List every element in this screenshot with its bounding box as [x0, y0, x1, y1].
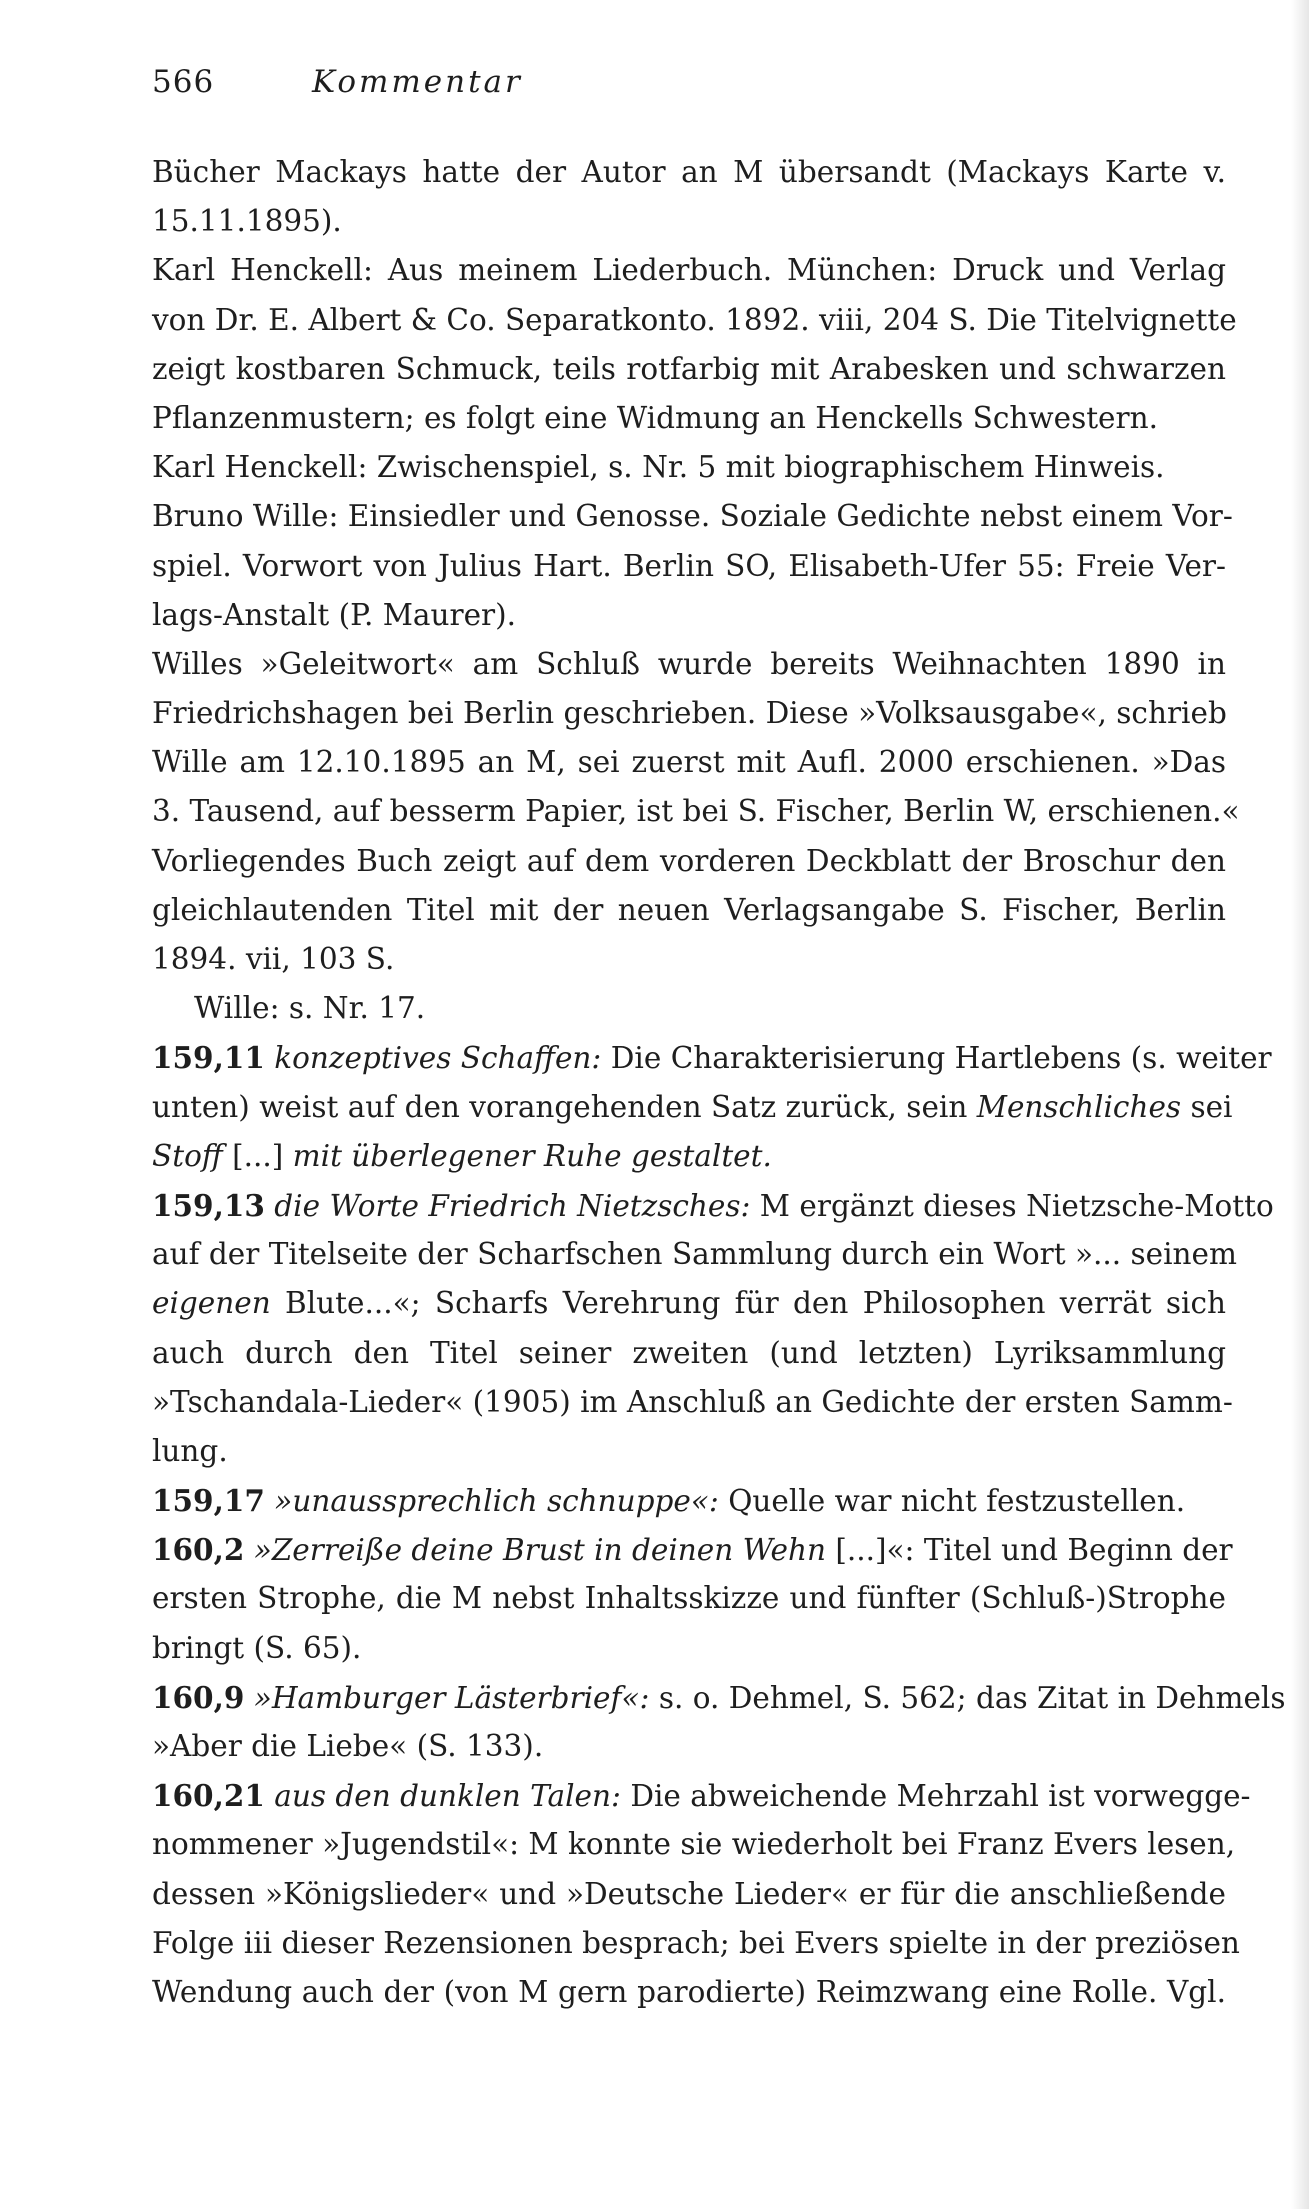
- text-line: [152, 787, 1240, 836]
- book-page: [152, 62, 1286, 2009]
- italic-phrase: eigenen: [152, 1286, 271, 1321]
- text-line: [152, 443, 1226, 492]
- text-line: [152, 1870, 1226, 1919]
- text-line: [152, 1574, 1226, 1623]
- text-line: [152, 1329, 1226, 1378]
- line-text: auf der Titelseite der Scharfschen Sammlung durch ein Wort »... seinem: [152, 1237, 1237, 1272]
- line-text: Friedrichshagen bei Berlin geschrieben. Diese »Volksausgabe«, schrieb: [152, 696, 1227, 731]
- text-line: [152, 1476, 1226, 1525]
- line-text: Wille am 12.10.1895 an M, sei zuerst mit Aufl. 2000 erschienen. »Das: [152, 745, 1226, 780]
- line-text: Blute...«; Scharfs Verehrung für den Philosophen verrät sich: [285, 1286, 1226, 1321]
- line-text: ersten Strophe, die M nebst Inhaltsskizze und fünfter (Schluß-)Strophe: [152, 1581, 1226, 1616]
- italic-phrase: konzeptives Schaffen:: [274, 1041, 602, 1076]
- line-text: von Dr. E. Albert & Co. Separatkonto. 1892. viii, 204 S. Die Titelvignette: [152, 302, 1237, 337]
- running-title: Kommentar: [312, 64, 523, 100]
- page-number: 566: [152, 64, 215, 100]
- line-text: Karl Henckell: Aus meinem Liederbuch. München: Druck und Verlag: [152, 253, 1226, 288]
- line-reference: 160,9: [152, 1679, 245, 1715]
- line-text: »Tschandala-Lieder« (1905) im Anschluß an Gedichte der ersten Samm-: [152, 1384, 1233, 1419]
- line-text: Wendung auch der (von M gern parodierte) Reimzwang eine Rolle. Vgl.: [152, 1974, 1226, 2009]
- line-text: Karl Henckell: Zwischenspiel, s. Nr. 5 mit biographischem Hinweis.: [152, 450, 1165, 485]
- line-text: Quelle war nicht festzustellen.: [728, 1484, 1186, 1519]
- text-line: [152, 689, 1226, 738]
- line-reference: 159,13: [152, 1187, 265, 1223]
- line-text: Bruno Wille: Einsiedler und Genosse. Soziale Gedichte nebst einem Vor-: [152, 499, 1233, 534]
- line-text: Folge iii dieser Rezensionen besprach; bei Evers spielte in der preziösen: [152, 1925, 1240, 1960]
- line-text: auch durch den Titel seiner zweiten (und letzten) Lyriksammlung: [152, 1335, 1226, 1370]
- text-line: [152, 1181, 1274, 1230]
- text-line: [152, 345, 1226, 394]
- text-line: [152, 1279, 1226, 1328]
- line-text: bringt (S. 65).: [152, 1630, 362, 1665]
- text-line: [152, 1083, 1233, 1132]
- text-line: [152, 984, 1226, 1033]
- text-line: [152, 1624, 1226, 1673]
- text-line: [152, 246, 1226, 295]
- text-line: [152, 591, 1226, 640]
- line-text: Bücher Mackays hatte der Autor an M übersandt (Mackays Karte v.: [152, 155, 1226, 189]
- text-line: [152, 542, 1226, 591]
- line-text: [...]: [232, 1138, 284, 1173]
- text-line: [152, 1230, 1237, 1279]
- text-line: [152, 1968, 1226, 2017]
- line-text: »Aber die Liebe« (S. 133).: [152, 1729, 544, 1763]
- line-reference: 159,17: [152, 1483, 265, 1519]
- line-text: zeigt kostbaren Schmuck, teils rotfarbig mit Arabesken und schwarzen: [152, 351, 1226, 386]
- text-line: [152, 394, 1226, 443]
- line-text: [...]«: Titel und Beginn der: [835, 1533, 1233, 1568]
- line-text: spiel. Vorwort von Julius Hart. Berlin SO, Elisabeth-Ufer 55: Freie Ver-: [152, 548, 1226, 583]
- line-text: Die Charakterisierung Hartlebens (s. weiter: [610, 1041, 1272, 1076]
- text-line: [152, 1771, 1251, 1820]
- text-line: [152, 1722, 1226, 1771]
- line-text: lung.: [152, 1433, 228, 1468]
- line-text: 3. Tausend, auf besserm Papier, ist bei S. Fischer, Berlin W, erschienen.«: [152, 794, 1240, 829]
- italic-phrase: aus den dunklen Talen:: [274, 1779, 621, 1814]
- italic-phrase: mit überlegener Ruhe gestaltet.: [292, 1138, 772, 1173]
- line-text: Wille: s. Nr. 17.: [194, 991, 426, 1026]
- text-line: [152, 148, 1226, 197]
- text-line: [152, 886, 1226, 935]
- line-text: 15.11.1895).: [152, 204, 342, 239]
- text-line: [152, 1919, 1240, 1968]
- line-text: nommener »Jugendstil«: M konnte sie wiederholt bei Franz Evers lesen,: [152, 1827, 1236, 1862]
- text-line: [152, 1378, 1233, 1427]
- italic-phrase: »Zerreiße deine Brust in deinen Wehn: [253, 1533, 826, 1568]
- page-header: [152, 62, 1226, 132]
- line-text: Die abweichende Mehrzahl ist vorwegge-: [630, 1779, 1251, 1814]
- line-reference: 160,21: [152, 1778, 265, 1814]
- text-line: [152, 296, 1237, 345]
- text-line: [152, 640, 1226, 689]
- line-text: Pflanzenmustern; es folgt eine Widmung an Henckells Schwestern.: [152, 400, 1158, 435]
- line-text: gleichlautenden Titel mit der neuen Verlagsangabe S. Fischer, Berlin: [152, 892, 1226, 927]
- line-text: 1894. vii, 103 S.: [152, 942, 395, 976]
- scan-page-edge: [1291, 0, 1309, 2209]
- italic-phrase: »Hamburger Lästerbrief«:: [253, 1680, 650, 1715]
- italic-phrase: Stoff: [152, 1138, 223, 1173]
- text-line: [152, 492, 1233, 541]
- italic-phrase: Menschliches: [976, 1089, 1182, 1124]
- line-reference: 159,11: [152, 1040, 265, 1076]
- text-line: [152, 1132, 1226, 1181]
- line-text: unten) weist auf den vorangehenden Satz zurück, sein: [152, 1089, 968, 1124]
- text-line: [152, 1525, 1233, 1574]
- text-line: [152, 197, 1226, 246]
- italic-phrase: »unaussprechlich schnuppe«:: [274, 1484, 719, 1519]
- line-text: dessen »Königslieder« und »Deutsche Lieder« er für die anschließende: [152, 1876, 1226, 1911]
- text-line: [152, 935, 1226, 984]
- line-text: s. o. Dehmel, S. 562; das Zitat in Dehmels: [658, 1680, 1286, 1715]
- line-text: lags-Anstalt (P. Maurer).: [152, 597, 517, 632]
- text-line: [152, 1427, 1226, 1476]
- text-line: [152, 1820, 1236, 1869]
- line-reference: 160,2: [152, 1532, 245, 1568]
- line-text: M ergänzt dieses Nietzsche-Motto: [759, 1188, 1274, 1223]
- italic-phrase: die Worte Friedrich Nietzsches:: [274, 1188, 751, 1223]
- line-text: Vorliegendes Buch zeigt auf dem vorderen Deckblatt der Broschur den: [152, 843, 1226, 878]
- text-line: [152, 738, 1226, 787]
- line-text: Willes »Geleitwort« am Schluß wurde bereits Weihnachten 1890 in: [152, 646, 1226, 681]
- line-text: sei: [1190, 1089, 1233, 1124]
- text-line: [152, 1673, 1286, 1722]
- commentary-text: [152, 148, 1286, 2017]
- text-line: [152, 1033, 1272, 1082]
- text-line: [152, 837, 1226, 886]
